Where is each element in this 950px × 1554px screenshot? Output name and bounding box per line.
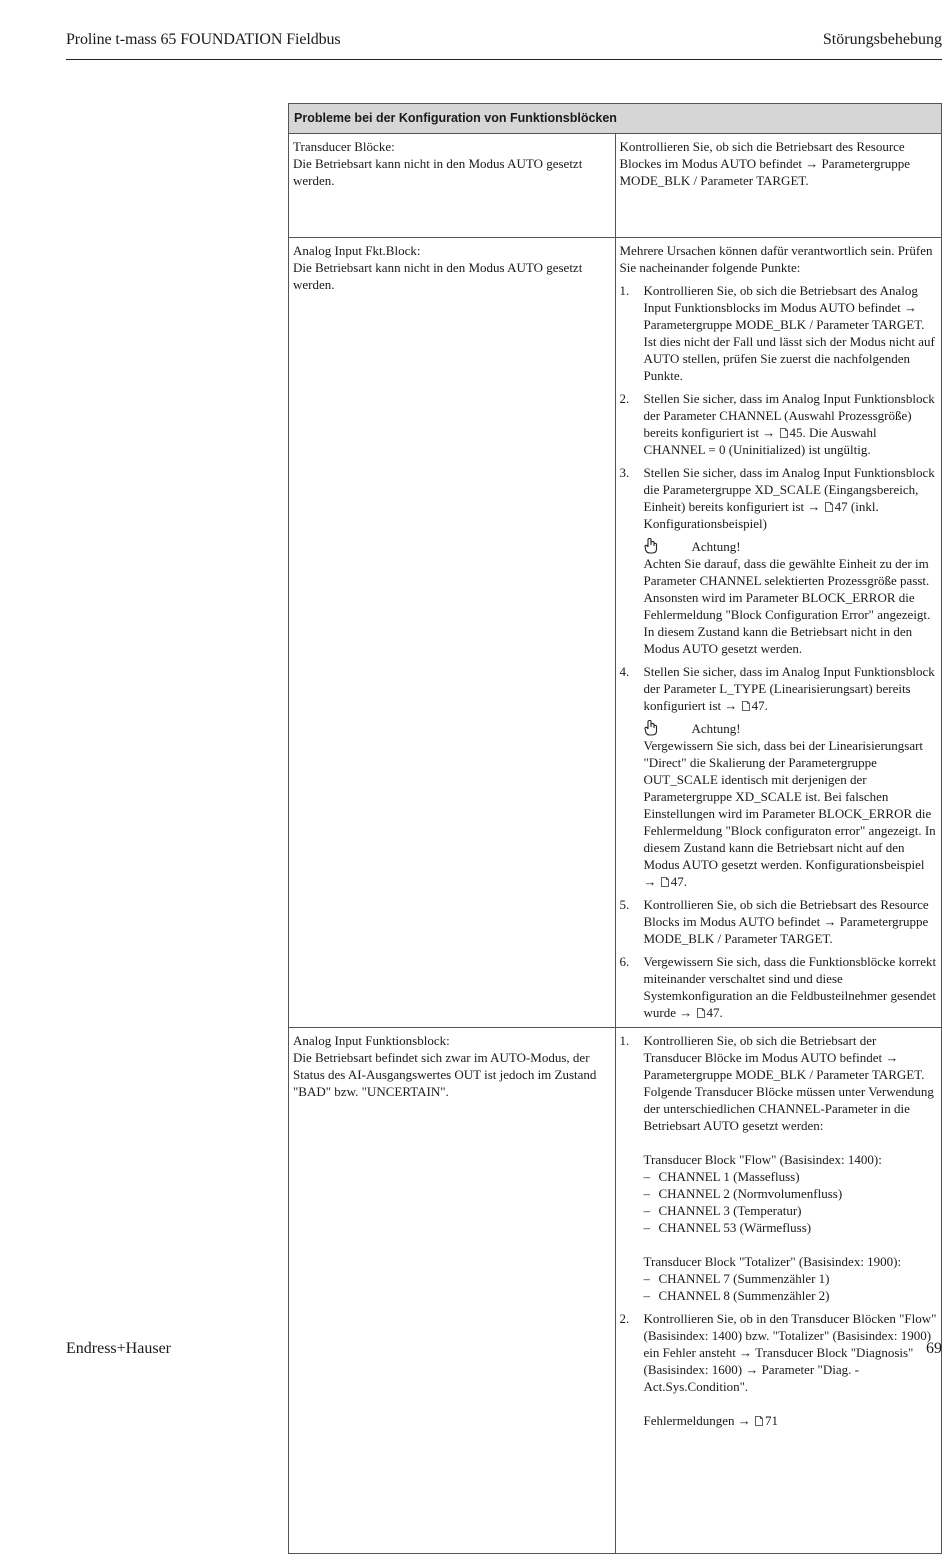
totalizer-block-title: Transducer Block "Totalizer" (Basisindex: 1900): <box>643 1254 902 1269</box>
page-ref: 47 <box>670 874 684 889</box>
step-number: 4. <box>619 664 630 679</box>
header-title: Proline t-mass 65 FOUNDATION Fieldbus <box>66 31 341 48</box>
problem-text: Die Betriebsart kann nicht in den Modus AUTO gesetzt werden. <box>293 260 583 292</box>
table-header-row <box>289 104 942 134</box>
step-text: Kontrollieren Sie, ob in den Transducer Blöcken "Flow" (Basisindex: 1400) bzw. "Totalizer" (Basisindex: 1900) ein Fehler ansteht → Transducer Block "Diagnosis" (Basisindex: 1600) → Parameter "Diag. - Act.Sys.Condition". <box>643 1311 937 1394</box>
list-item: – CHANNEL 8 (Summenzähler 2) <box>644 1287 938 1304</box>
page-ref: 47 <box>834 499 848 514</box>
solution-cell <box>615 1028 942 1554</box>
steps-list <box>620 282 938 1021</box>
problem-cell <box>289 1028 616 1554</box>
step-number: 5. <box>619 897 630 912</box>
problem-title: Transducer Blöcke: <box>293 139 395 154</box>
step-number: 2. <box>619 391 630 406</box>
problem-cell <box>289 238 616 1028</box>
table-row <box>289 134 942 238</box>
step-text: . <box>764 698 768 713</box>
page-ref: 47 <box>751 698 765 713</box>
solution-text: Kontrollieren Sie, ob sich die Betriebsart des Resource Blockes im Modus AUTO befindet → Parametergruppe MODE_BLK / Parameter TARGET. <box>619 139 911 188</box>
warning-body: Vergewissern Sie sich, dass bei der Linearisierungsart "Direct" die Skalierung der Parametergruppe OUT_SCALE identisch mit derjenigen der Parametergruppe XD_SCALE ist. Bei falschen Einstellungen wird im Parameter BLOCK_ERROR die Fehlermeldung "Block configuraton error" angezeigt. In diesem Zustand kann die Betriebsart nicht auf den Modus AUTO gesetzt werden. Konfigurationsbeispiel → <box>643 738 936 889</box>
warning-body: . <box>683 874 687 889</box>
step-text: Kontrollieren Sie, ob sich die Betriebsart des Analog Input Funktionsblocks im Modus AUTO befindet → Parametergruppe MODE_BLK / Parameter TARGET. <box>643 283 925 332</box>
list-item <box>620 282 938 384</box>
troubleshooting-table <box>288 103 942 1554</box>
step-text: Vergewissern Sie sich, dass die Funktionsblöcke korrekt miteinander verschaltet sind und diese Systemkonfiguration an die Feldbusteilnehmer gesendet wurde → <box>643 954 937 1020</box>
problem-text: Die Betriebsart kann nicht in den Modus AUTO gesetzt werden. <box>293 156 583 188</box>
warning-text: Achten Sie darauf, dass die gewählte Einheit zu der im Parameter CHANNEL selektierten Prozessgröße passt. Ansonsten wird im Parameter BLOCK_ERROR die Fehlermeldung "Block Configuration Error" angezeigt. In diesem Zustand kann die Betriebsart nicht in den Modus AUTO gesetzt werden. <box>643 556 931 656</box>
steps-list <box>620 1032 938 1429</box>
error-messages-ref <box>644 1412 938 1429</box>
list-item <box>620 1032 938 1304</box>
list-item <box>620 464 938 657</box>
page-ref: 47 <box>706 1005 720 1020</box>
pointing-hand-icon <box>644 720 658 736</box>
page-number: 69 <box>926 1340 942 1357</box>
page-ref: 71 <box>764 1413 778 1428</box>
list-item <box>620 390 938 458</box>
page-ref-icon <box>825 502 833 512</box>
footer-brand: Endress+Hauser <box>66 1340 171 1357</box>
table-heading: Probleme bei der Konfiguration von Funktionsblöcken <box>289 104 942 134</box>
step-text: Stellen Sie sicher, dass im Analog Input Funktionsblock die Parametergruppe XD_SCALE (Eingangsbereich, Einheit) bereits konfiguriert ist → <box>643 465 935 514</box>
header-section: Störungsbehebung <box>822 31 942 48</box>
problem-text: Die Betriebsart befindet sich zwar im AUTO-Modus, der Status des AI-Ausgangswertes OUT ist jedoch im Zustand "BAD" bzw. "UNCERTAIN". <box>293 1050 597 1099</box>
flow-channel-list <box>644 1168 938 1236</box>
pointing-hand-icon <box>644 538 658 554</box>
problem-cell <box>289 134 616 238</box>
warning-title: Achtung! <box>691 721 741 736</box>
page-ref: 45 <box>789 425 803 440</box>
warning-note-head <box>644 720 938 737</box>
step-text: Kontrollieren Sie, ob sich die Betriebsart des Resource Blocks im Modus AUTO befindet → Parametergruppe MODE_BLK / Parameter TARGET. <box>643 897 929 946</box>
solution-intro: Mehrere Ursachen können dafür verantwortlich sein. Prüfen Sie nacheinander folgende Punkte: <box>619 243 933 275</box>
warning-text <box>644 737 938 890</box>
step-number: 3. <box>619 465 630 480</box>
page-ref-icon <box>742 701 750 711</box>
warning-title: Achtung! <box>691 539 741 554</box>
warning-note-head <box>644 538 938 555</box>
step-text: Stellen Sie sicher, dass im Analog Input Funktionsblock der Parameter L_TYPE (Linearisierungsart) bereits konfiguriert ist → <box>643 664 935 713</box>
error-messages-label: Fehlermeldungen → <box>643 1413 751 1428</box>
solution-cell <box>615 134 942 238</box>
step-text: Kontrollieren Sie, ob sich die Betriebsart der Transducer Blöcke im Modus AUTO befindet → Parametergruppe MODE_BLK / Parameter TARGET. Folgende Transducer Blöcke müssen unter Verwendung der unterschiedlichen CHANNEL-Parameter in die Betriebsart AUTO gesetzt werden: <box>643 1033 934 1133</box>
step-text: . Die Auswahl CHANNEL = 0 (Uninitialized) ist ungültig. <box>643 425 877 457</box>
step-number: 1. <box>619 1033 630 1048</box>
flow-block-title: Transducer Block "Flow" (Basisindex: 1400): <box>643 1152 882 1167</box>
header-rule <box>66 59 942 60</box>
page-ref-icon <box>697 1008 705 1018</box>
problem-title: Analog Input Funktionsblock: <box>293 1033 450 1048</box>
page-ref-icon <box>661 877 669 887</box>
step-number: 2. <box>619 1311 630 1326</box>
list-item: – CHANNEL 3 (Temperatur) <box>644 1202 938 1219</box>
step-text: (inkl. Konfigurationsbeispiel) <box>643 499 879 531</box>
list-item: – CHANNEL 7 (Summenzähler 1) <box>644 1270 938 1287</box>
solution-cell <box>615 238 942 1028</box>
list-item <box>620 663 938 890</box>
list-item <box>620 953 938 1021</box>
list-item: – CHANNEL 1 (Massefluss) <box>644 1168 938 1185</box>
table-row <box>289 1028 942 1554</box>
step-text: Stellen Sie sicher, dass im Analog Input Funktionsblock der Parameter CHANNEL (Auswahl Prozessgröße) bereits konfiguriert ist → <box>643 391 935 440</box>
step-number: 6. <box>619 954 630 969</box>
step-number: 1. <box>619 283 630 298</box>
list-item <box>620 896 938 947</box>
page-ref-icon <box>755 1416 763 1426</box>
list-item: – CHANNEL 2 (Normvolumenfluss) <box>644 1185 938 1202</box>
totalizer-channel-list <box>644 1270 938 1304</box>
page-ref-icon <box>780 428 788 438</box>
table-row <box>289 238 942 1028</box>
problem-title: Analog Input Fkt.Block: <box>293 243 421 258</box>
step-text: . <box>719 1005 723 1020</box>
list-item: – CHANNEL 53 (Wärmefluss) <box>644 1219 938 1236</box>
step-text: Ist dies nicht der Fall und lässt sich der Modus nicht auf AUTO stellen, prüfen Sie zuerst die nachfolgenden Punkte. <box>643 334 935 383</box>
